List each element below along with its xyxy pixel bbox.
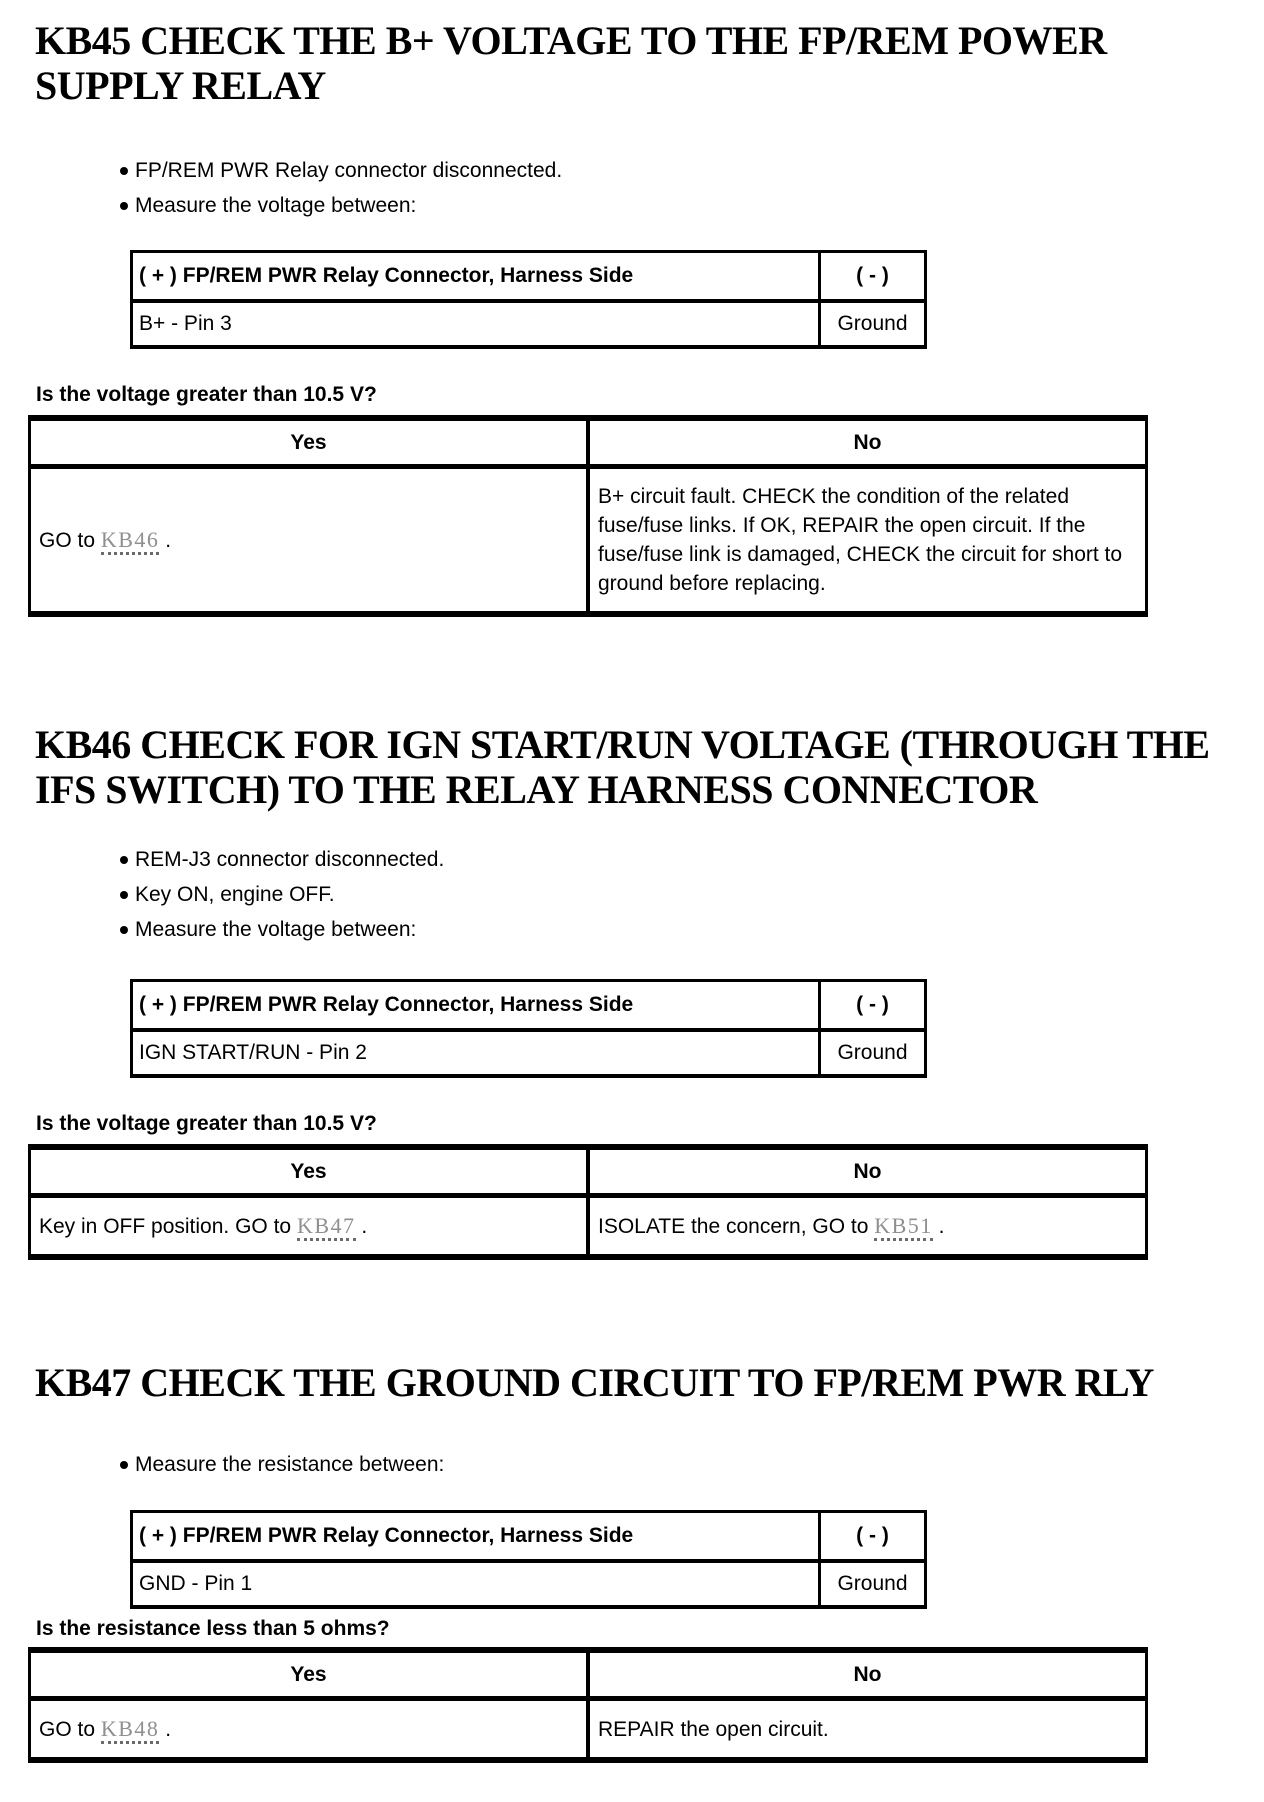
section-title-line: KB47 CHECK THE GROUND CIRCUIT TO FP/REM PWR RLY — [35, 1360, 1154, 1405]
decision-table — [28, 415, 1148, 617]
no-cell-text: REPAIR the open circuit. — [598, 1717, 829, 1741]
measurement-negative-cell: Ground — [820, 1561, 926, 1607]
no-cell-suffix: . — [932, 1215, 945, 1238]
section-title — [35, 18, 1264, 108]
no-cell-text: ISOLATE the concern, GO to — [598, 1215, 875, 1238]
measurement-table — [130, 979, 927, 1078]
yes-cell-text: GO to — [39, 1718, 101, 1741]
link-kb46[interactable]: KB46 — [101, 527, 160, 555]
yes-header-cell: Yes — [30, 418, 589, 467]
no-cell — [588, 1196, 1147, 1258]
bullet-item: Key ON, engine OFF. — [120, 877, 1264, 912]
question-text: Is the voltage greater than 10.5 V? — [36, 1112, 377, 1135]
measurement-negative-header: ( - ) — [820, 1512, 926, 1562]
measurement-negative-header: ( - ) — [820, 981, 926, 1031]
question-text: Is the resistance less than 5 ohms? — [36, 1617, 390, 1640]
section-kb45 — [0, 18, 1264, 617]
yes-cell-suffix: . — [159, 529, 172, 552]
link-kb47[interactable]: KB47 — [297, 1213, 356, 1241]
section-title-line: KB46 CHECK FOR IGN START/RUN VOLTAGE (THROUGH THE — [35, 722, 1210, 767]
section-title-line: SUPPLY RELAY — [35, 63, 326, 108]
decision-table — [28, 1647, 1148, 1763]
section-title-line: KB45 CHECK THE B+ VOLTAGE TO THE FP/REM POWER — [35, 18, 1107, 63]
yes-cell-text: GO to — [39, 529, 101, 552]
bullet-item: REM-J3 connector disconnected. — [120, 842, 1264, 877]
yes-cell — [30, 1196, 589, 1258]
measurement-table — [130, 250, 927, 349]
yes-header-cell: Yes — [30, 1147, 589, 1196]
bullet-item: Measure the voltage between: — [120, 912, 1264, 947]
link-kb51[interactable]: KB51 — [874, 1213, 933, 1241]
question-text: Is the voltage greater than 10.5 V? — [36, 383, 377, 406]
bullet-item: FP/REM PWR Relay connector disconnected. — [120, 153, 1264, 188]
section-kb47 — [0, 1360, 1264, 1763]
bullet-list — [120, 153, 1264, 223]
link-kb48[interactable]: KB48 — [101, 1716, 160, 1744]
measurement-negative-cell: Ground — [820, 301, 926, 347]
yes-cell-suffix: . — [355, 1215, 368, 1238]
no-header-cell: No — [588, 418, 1147, 467]
measurement-positive-cell: GND - Pin 1 — [132, 1561, 820, 1607]
bullet-item: Measure the voltage between: — [120, 188, 1264, 223]
yes-header-cell: Yes — [30, 1650, 589, 1699]
yes-cell — [30, 467, 589, 615]
yes-cell — [30, 1699, 589, 1761]
bullet-list — [120, 1447, 1264, 1482]
yes-cell-text: Key in OFF position. GO to — [39, 1215, 297, 1238]
measurement-positive-header: ( + ) FP/REM PWR Relay Connector, Harness Side — [132, 1512, 820, 1562]
bullet-list — [120, 842, 1264, 947]
measurement-positive-cell: IGN START/RUN - Pin 2 — [132, 1030, 820, 1076]
decision-table — [28, 1144, 1148, 1260]
no-cell — [588, 467, 1147, 615]
no-header-cell: No — [588, 1147, 1147, 1196]
section-kb46 — [0, 722, 1264, 1260]
bullet-item: Measure the resistance between: — [120, 1447, 1264, 1482]
section-title-line: IFS SWITCH) TO THE RELAY HARNESS CONNECTOR — [35, 767, 1038, 812]
measurement-positive-header: ( + ) FP/REM PWR Relay Connector, Harness Side — [132, 252, 820, 302]
measurement-positive-header: ( + ) FP/REM PWR Relay Connector, Harness Side — [132, 981, 820, 1031]
measurement-negative-header: ( - ) — [820, 252, 926, 302]
no-header-cell: No — [588, 1650, 1147, 1699]
yes-cell-suffix: . — [159, 1718, 172, 1741]
no-cell — [588, 1699, 1147, 1761]
measurement-negative-cell: Ground — [820, 1030, 926, 1076]
section-title — [35, 1360, 1264, 1405]
section-title — [35, 722, 1264, 812]
measurement-table — [130, 1510, 927, 1609]
no-cell-text: B+ circuit fault. CHECK the condition of the related fuse/fuse links. If OK, REPAIR the open circuit. If the fuse/fuse link is damaged, CHECK the circuit for short to ground before replacing. — [598, 485, 1123, 595]
measurement-positive-cell: B+ - Pin 3 — [132, 301, 820, 347]
